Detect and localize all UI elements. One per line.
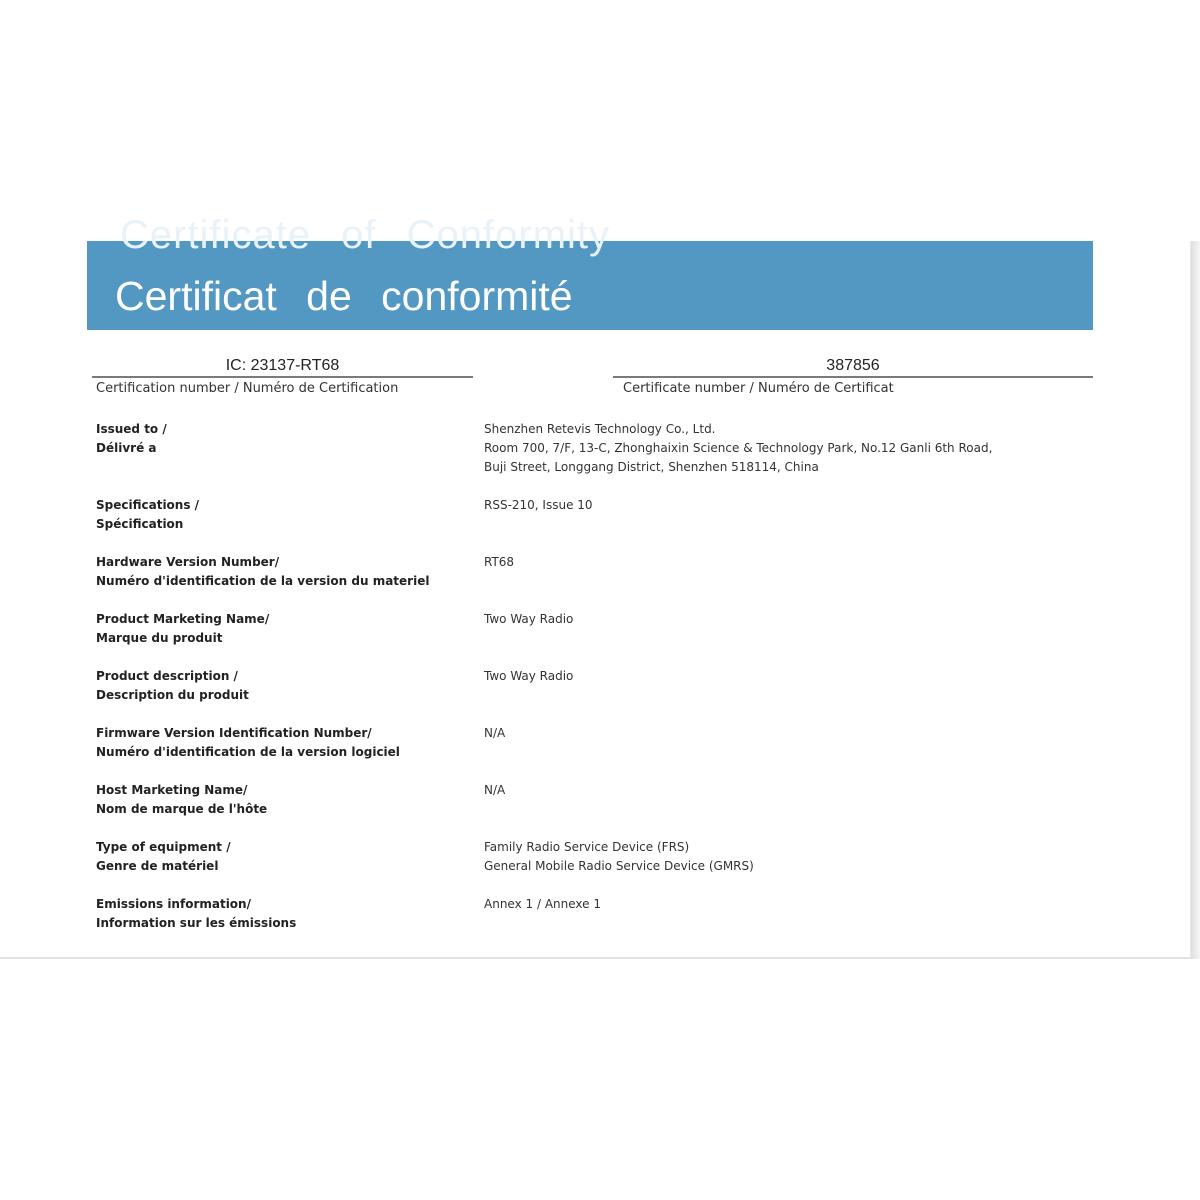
field-label-fr: Spécification (96, 517, 184, 531)
field-label (96, 667, 476, 705)
field-value-line: Room 700, 7/F, 13-C, Zhonghaixin Science & Technology Park, No.12 Ganli 6th Road, (484, 441, 993, 455)
field-value-line: RSS-210, Issue 10 (484, 498, 593, 512)
certificate-number-block (613, 356, 1093, 396)
field-value-line: Two Way Radio (484, 669, 574, 683)
banner-title-cut-off: Certificate of Conformity (120, 213, 611, 257)
certification-number-block (92, 356, 473, 396)
field-label-en: Type of equipment / (96, 840, 231, 854)
field-label-fr: Nom de marque de l'hôte (96, 802, 268, 816)
field-label-fr: Délivré a (96, 441, 157, 455)
field-value (484, 781, 1084, 800)
field-value-line: Family Radio Service Device (FRS) (484, 840, 690, 854)
field-label-en: Hardware Version Number/ (96, 555, 280, 569)
field-value (484, 496, 1084, 515)
field-label-en: Emissions information/ (96, 897, 251, 911)
field-label (96, 895, 476, 933)
certificate-page (0, 213, 1191, 959)
field-label (96, 496, 476, 534)
field-value (484, 724, 1084, 743)
field-value-line: RT68 (484, 555, 515, 569)
page-shadow (1190, 241, 1200, 959)
field-value-line: General Mobile Radio Service Device (GMRS) (484, 859, 754, 873)
field-value-line: Annex 1 / Annexe 1 (484, 897, 601, 911)
field-value-line: N/A (484, 783, 506, 797)
field-label (96, 781, 476, 819)
field-value (484, 420, 1084, 477)
title-banner (87, 213, 1093, 330)
certificate-number: 387856 (613, 356, 1093, 378)
field-value-line: Shenzhen Retevis Technology Co., Ltd. (484, 422, 716, 436)
field-label-en: Firmware Version Identification Number/ (96, 726, 372, 740)
field-label (96, 553, 476, 591)
field-label-fr: Numéro d'identification de la version du materiel (96, 574, 430, 588)
field-value (484, 895, 1084, 914)
field-label-fr: Numéro d'identification de la version logiciel (96, 745, 400, 759)
field-label-en: Product description / (96, 669, 238, 683)
field-label-fr: Marque du produit (96, 631, 223, 645)
field-value (484, 838, 1084, 876)
field-label (96, 838, 476, 876)
field-label (96, 610, 476, 648)
certification-number-caption: Certification number / Numéro de Certification (96, 381, 399, 396)
field-value-line: N/A (484, 726, 506, 740)
field-label-fr: Description du produit (96, 688, 249, 702)
field-label (96, 420, 476, 458)
field-label-en: Host Marketing Name/ (96, 783, 248, 797)
field-value (484, 553, 1084, 572)
field-label-en: Issued to / (96, 422, 167, 436)
field-value-line: Two Way Radio (484, 612, 574, 626)
field-label (96, 724, 476, 762)
certificate-number-caption: Certificate number / Numéro de Certificat (623, 381, 894, 396)
banner-title: Certificat de conformité (115, 273, 573, 319)
field-value-line: Buji Street, Longgang District, Shenzhen 518114, China (484, 460, 819, 474)
field-value (484, 667, 1084, 686)
field-label-fr: Genre de matériel (96, 859, 219, 873)
field-label-en: Product Marketing Name/ (96, 612, 270, 626)
field-label-en: Specifications / (96, 498, 200, 512)
certification-number: IC: 23137-RT68 (92, 356, 473, 378)
field-label-fr: Information sur les émissions (96, 916, 297, 930)
field-value (484, 610, 1084, 629)
